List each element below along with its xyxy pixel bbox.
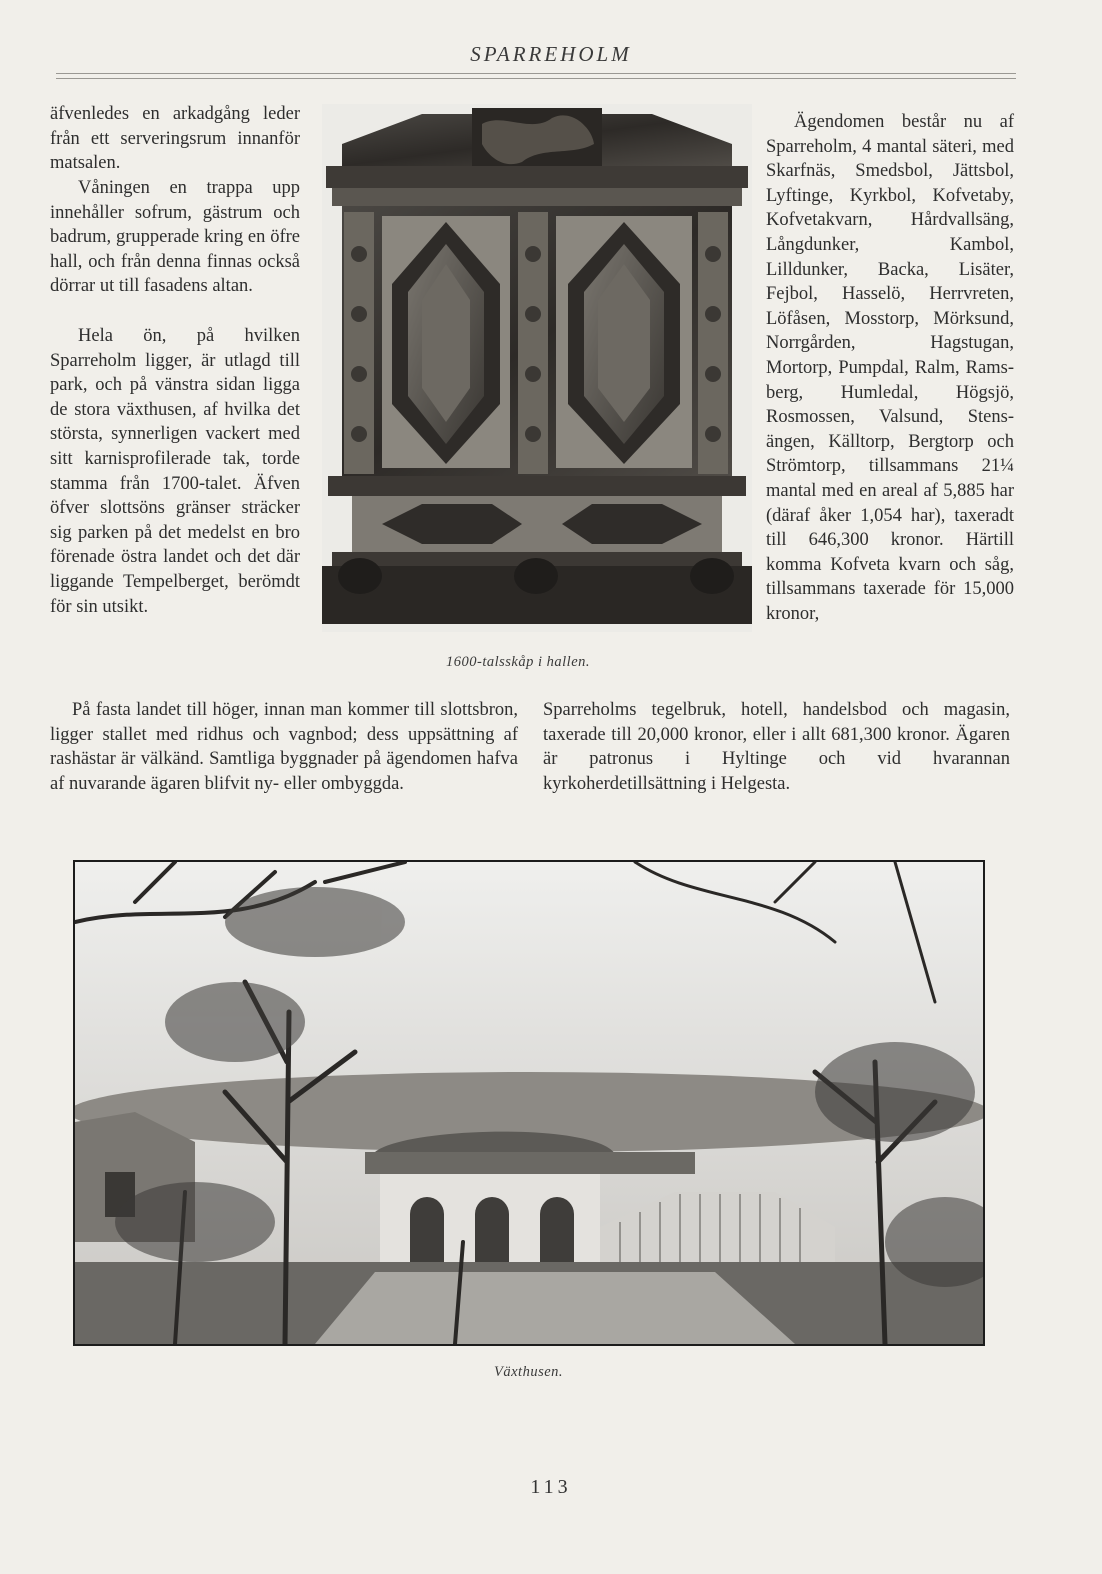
header-rule-secondary: [56, 78, 1016, 79]
cabinet-caption: 1600-talsskåp i hallen.: [446, 654, 591, 670]
left-paragraph-3: Hela ön, på hvilken Sparreholm ligger, är utlagd till park, och på vänstra sidan ligga de stora växthusen, af hvilka det största, synnerligen vackert med sitt karnisprofilerade tak, torde stamma från 1700-talet. Äfven öfver slottsöns gränser sträcker sig parken på det medelst en bro förenade östra landet och det där liggande Tempelberget, berömdt för sin utsikt.: [50, 326, 300, 617]
page-number: 113: [530, 1476, 572, 1498]
greenhouse-photograph: [73, 860, 985, 1346]
running-title: SPARREHOLM: [470, 42, 632, 66]
right-paragraph-1: Ägendomen består nu af Sparreholm, 4 mantal säteri, med Skarfnäs, Smedsbol, Jättsbol, Lyftinge, Kyrkbol, Kofvetaby, Kofvetakvarn, Hårdvallsäng, Långdunker, Kambol, Lilldunker, Backa, Lisäter, Fejbol, Hasselö, Herrvreten, Löfåsen, Mosstorp, Mörksund, Norrgården, Hagstugan, Mortorp, Pumpdal, Ralm, Ramsberg, Humledal, Högsjö, Rosmossen, Valsund, Stensängen, Källtorp, Bergtorp och Strömtorp, tillsammans 21¼ mantal med en areal af 5,885 har (däraf åker 1,054 har), taxeradt till 646,300 kronor. Härtill komma Kofveta kvarn och såg, tillsammans taxerade för 15,000 kronor,: [766, 112, 1014, 624]
cabinet-illustration: [322, 104, 752, 632]
bottom-right-paragraph: Sparreholms tegelbruk, hotell, handelsbod och magasin, taxerade till 20,000 kronor, eller i allt 681,300 kronor. Ägaren är patronus i Hyltinge och vid hvarannan kyrkoherdetillsättning i Helgesta.: [543, 700, 1010, 794]
header-rule: [56, 73, 1016, 74]
left-paragraph-1: äfvenledes en arkadgång leder från ett serveringsrum innanför matsalen.: [50, 104, 300, 174]
left-paragraph-2: Våningen en trappa upp innehåller sofrum, gästrum och badrum, grupperade kring en öfre hall, och från denna finnas också dörrar ut till fasadens altan.: [50, 178, 300, 297]
bottom-left-paragraph: På fasta landet till höger, innan man kommer till slottsbron, ligger stallet med ridhus och vagnbod; dess uppsättning af rashästar är välkänd. Samtliga byggnader på ägendomen hafva af nuvarande ägaren blifvit ny- eller ombyggda.: [50, 700, 518, 794]
greenhouse-caption: Växthusen.: [494, 1364, 564, 1380]
